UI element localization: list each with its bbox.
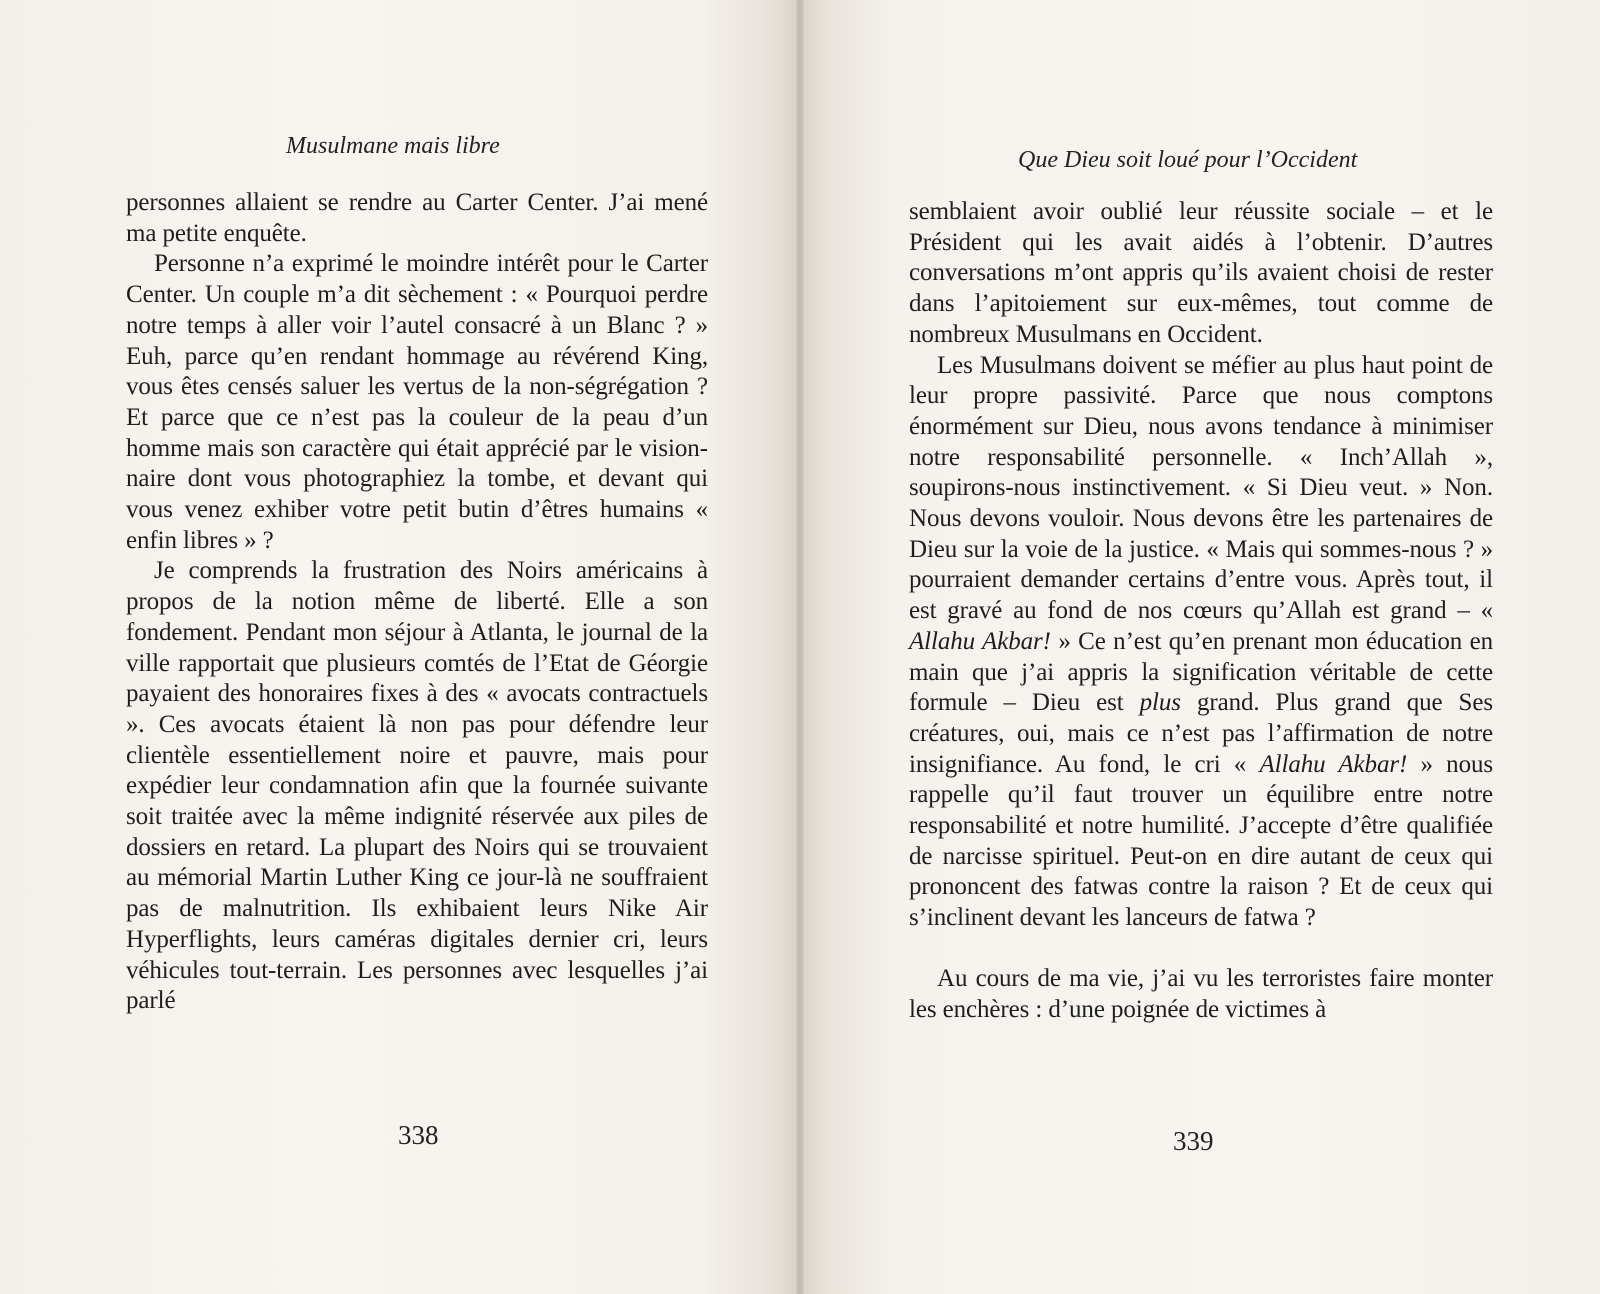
text-run: grand. Plus grand que Ses créatures, oui, mais ce n’est pas l’affirmation de notre insignifiance. Au fond, le cri «: [909, 689, 1493, 778]
left-paragraph-2: Personne n’a exprimé le moindre intérêt pour le Carter Center. Un couple m’a dit sèchement : « Pourquoi perdre notre temps à aller voir l’autel consacré à un Blanc ? » Euh, parce qu’en rendant hommage au révérend King, vous êtes censés saluer les vertus de la non-ségrégation ? Et parce que ce n’est pas la couleur de la peau d’un homme mais son caractère qui était apprécié par le visionnaire dont vous photographiez la tombe, et devant qui vous venez exhiber votre petit butin d’êtres humains « enfin libres » ?: [126, 250, 708, 554]
text-run: » Ce n’est qu’en prenant mon éducation en main que j’ai appris la signification véritable de cette formule – Dieu est: [909, 627, 1493, 717]
right-running-head: Que Dieu soit loué pour l’Occident: [1018, 147, 1358, 173]
left-text-block: [126, 188, 708, 1017]
right-page: [800, 0, 1600, 1294]
italic-word: plus: [1139, 689, 1181, 717]
left-running-head: Musulmane mais libre: [286, 133, 500, 159]
left-page-number: 338: [398, 1120, 439, 1150]
left-paragraph-3: Je comprends la frustration des Noirs américains à propos de la notion même de liberté. Elle a son fondement. Pendant mon séjour à Atlanta, le journal de la ville rapportait que plusieurs comtés de l’Etat de Géorgie payaient des honoraires fixes à des « avocats contractuels ». Ces avocats étaient là non pas pour défendre leur clientèle essentiellement noire et pauvre, mais pour expédier leur condamnation afin que la fournée suivante soit traitée avec la même indignité réservée aux piles de dossiers en retard. La plupart des Noirs qui se trouvaient au mémorial Martin Luther King ce jour-là ne souffraient pas de malnutrition. Ils exhibaient leurs Nike Air Hyperflights, leurs caméras digitales dernier cri, leurs véhicules tout-terrain. Les personnes avec lesquelles j’ai parlé: [126, 557, 708, 1015]
right-paragraph-1: semblaient avoir oublié leur réussite sociale – et le Président qui les avait aidés à l’obtenir. D’autres conversations m’ont appris qu’ils avaient choisi de rester dans l’apitoiement sur eux-mêmes, tout comme de nombreux Musulmans en Occident.: [909, 198, 1493, 348]
text-run: Les Musulmans doivent se méfier au plus haut point de leur propre passivité. Parce que nous comptons énormément sur Dieu, nous avons tendance à minimiser notre responsabilité personnelle. « Inch’Allah », soupirons-nous instinctivement. « Si Dieu veut. » Non. Nous devons vouloir. Nous devons être les partenaires de Dieu sur la voie de la justice. « Mais qui sommes-nous ? » pourraient demander certains d’entre vous. Après tout, il est gravé au fond de nos cœurs qu’Allah est grand – «: [909, 351, 1493, 625]
left-paragraph-1: personnes allaient se rendre au Carter Center. J’ai mené ma petite enquête.: [126, 189, 708, 247]
right-paragraph-3: Au cours de ma vie, j’ai vu les terroristes faire monter les enchères : d’une poignée de victimes à: [909, 964, 1493, 1023]
right-paragraph-2: [909, 351, 1493, 934]
text-run: » nous rappelle qu’il faut trouver un équilibre entre notre responsabilité et notre humilité. J’accepte d’être qualifiée de narcisse spirituel. Peut-on en dire autant de ceux qui prononcent des fatwas contre la raison ? Et de ceux qui s’inclinent devant les lanceurs de fatwa ?: [909, 750, 1493, 932]
italic-phrase: Allahu Akbar!: [1259, 750, 1408, 778]
italic-phrase: Allahu Akbar!: [909, 627, 1051, 655]
right-text-block: [909, 197, 1493, 1025]
right-page-number: 339: [1173, 1126, 1214, 1156]
